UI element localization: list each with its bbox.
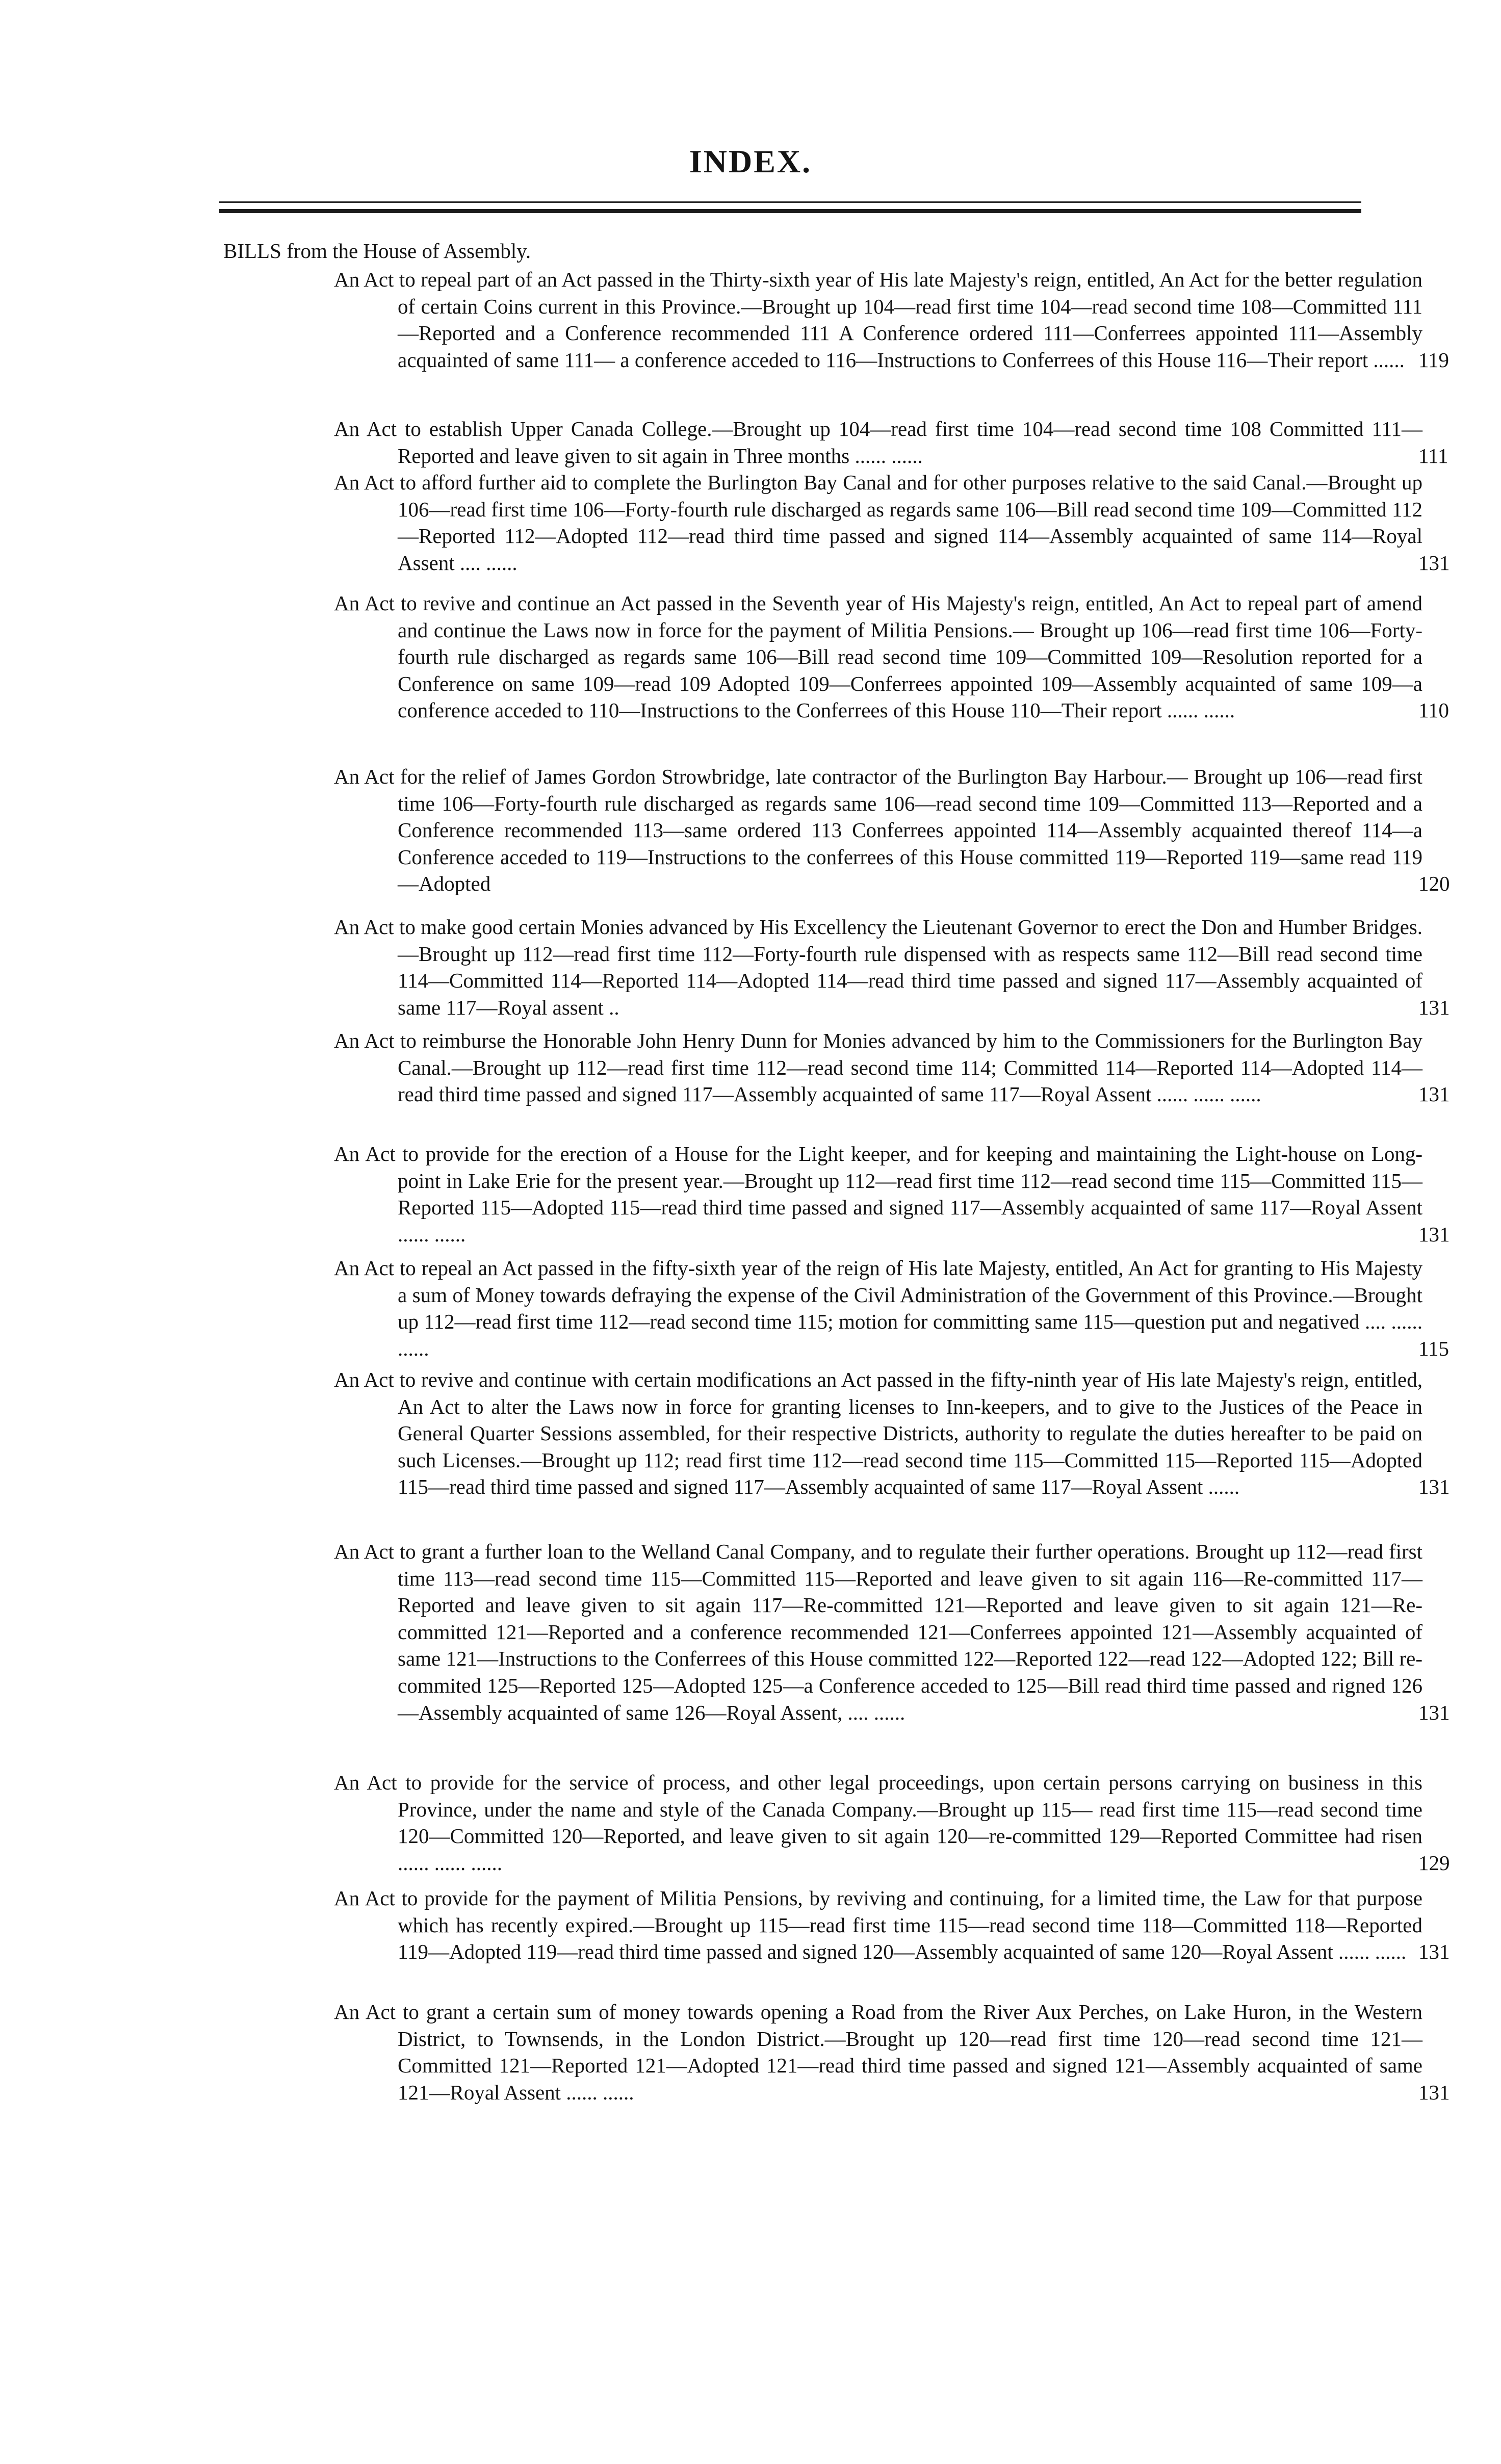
entry-text: An Act to grant a further loan to the Welland Canal Company, and to regulate their further operations. Brought up 112—read first time 113—read second time 115—Committed 115—Reported and leave given to sit again 116—Re-committed 117—Reported and leave given to sit again 117—Re-committed 121—Reported and leave given to sit again 121—Re-committed 121—Reported and a conference recommended 121—Conferrees appointed 121—Assembly acquainted of same 121—Instructions to the Conferrees of this House committed 122—Reported 122—read 122—Adopted 122; Bill re-commited 125—Reported 125—Adopted 125—a Conference acceded to 125—Bill read third time passed and rigned 126—Assembly acquainted of same 126—Royal Assent, .... ......	[334, 1540, 1422, 1724]
entry-text: An Act to provide for the erection of a House for the Light keeper, and for keeping and maintaining the Light-house on Long-point in Lake Erie for the present year.—Brought up 112—read first time 112—read second time 115—Committed 115—Reported 115—Adopted 115—read third time passed and signed 117—Assembly acquainted of same 117—Royal Assent ...... ......	[334, 1142, 1422, 1246]
index-entry	[334, 1255, 1449, 1362]
index-entry	[334, 914, 1450, 1021]
entry-page-number: 131	[1418, 995, 1450, 1019]
index-entry	[334, 1366, 1450, 1500]
entry-text: An Act to reimburse the Honorable John Henry Dunn for Monies advanced by him to the Commissioners for the Burlington Bay Canal.—Brought up 112—read first time 112—read second time 114; Committed 114—Reported 114—Adopted 114—read third time passed and signed 117—Assembly acquainted of same 117—Royal Assent ...... ...... ......	[334, 1029, 1422, 1106]
entry-text: An Act to grant a certain sum of money towards opening a Road from the River Aux Perches, on Lake Huron, in the Western District, to Townsends, in the London District.—Brought up 120—read first time 120—read second time 121—Committed 121—Reported 121—Adopted 121—read third time passed and signed 121—Assembly acquainted of same 121—Royal Assent ...... ......	[334, 2000, 1422, 2104]
entry-text: An Act to afford further aid to complete the Burlington Bay Canal and for other purposes relative to the said Canal.—Brought up 106—read first time 106—Forty-fourth rule discharged as regards same 106—Bill read second time 109—Committed 112—Reported 112—Adopted 112—read third time passed and signed 114—Assembly acquainted of same 114—Royal Assent .... ......	[334, 471, 1422, 575]
index-entry	[334, 1538, 1450, 1726]
title-rule-thin	[219, 201, 1361, 203]
entry-page-number: 129	[1418, 1851, 1450, 1875]
entry-page-number: 119	[1418, 348, 1449, 372]
entry-text: An Act to revive and continue an Act passed in the Seventh year of His Majesty's reign, entitled, An Act to repeal part of amend and continue the Laws now in force for the payment of Militia Pensions.— Brought up 106—read first time 106—Forty-fourth rule discharged as regards same 106—Bill read second time 109—Committed 109—Resolution reported for a Conference on same 109—read 109 Adopted 109—Conferrees appointed 109—Assembly acquainted of same 109—a conference acceded to 110—Instructions to the Conferrees of this House 110—Their report ...... ......	[334, 591, 1422, 722]
section-heading: BILLS from the House of Assembly.	[223, 239, 531, 263]
entry-text: An Act to establish Upper Canada College.—Brought up 104—read first time 104—read second time 108 Committed 111—Reported and leave given to sit again in Three months ...... ......	[334, 417, 1422, 468]
index-entry	[334, 763, 1450, 897]
entry-page-number: 115	[1418, 1336, 1449, 1360]
entry-page-number: 131	[1418, 1475, 1450, 1499]
entry-text: An Act to provide for the payment of Militia Pensions, by reviving and continuing, for a limited time, the Law for that purpose which has recently expired.—Brought up 115—read first time 115—read second time 118—Committed 118—Reported 119—Adopted 119—read third time passed and signed 120—Assembly acquainted of same 120—Royal Assent ...... ......	[334, 1886, 1422, 1964]
page-title: INDEX.	[689, 143, 812, 179]
index-entry	[334, 1999, 1450, 2106]
index-entry	[334, 590, 1449, 724]
index-entry	[334, 1885, 1450, 1965]
index-entry	[334, 1769, 1450, 1876]
entry-page-number: 131	[1418, 551, 1450, 575]
index-entry	[334, 469, 1450, 576]
entry-text: An Act to revive and continue with certain modifications an Act passed in the fifty-ninth year of His late Majesty's reign, entitled, An Act to alter the Laws now in force for granting licenses to Inn-keepers, and to give to the Justices of the Peace in General Quarter Sessions assembled, for their respective Districts, authority to regulate the duties hereafter to be paid on such Licenses.—Brought up 112; read first time 112—read second time 115—Committed 115—Reported 115—Adopted 115—read third time passed and signed 117—Assembly acquainted of same 117—Royal Assent ......	[334, 1368, 1422, 1499]
entry-text: An Act to repeal part of an Act passed in the Thirty-sixth year of His late Majesty's reign, entitled, An Act for the better regulation of certain Coins current in this Province.—Brought up 104—read first time 104—read second time 108—Committed 111—Reported and a Conference recommended 111 A Conference ordered 111—Conferrees appointed 111—Assembly acquainted of same 111— a conference acceded to 116—Instructions to Conferrees of this House 116—Their report ......	[334, 268, 1422, 372]
entry-text: An Act to make good certain Monies advanced by His Excellency the Lieutenant Governor to erect the Don and Humber Bridges.—Brought up 112—read first time 112—Forty-fourth rule dispensed with as respects same 112—Bill read second time 114—Committed 114—Reported 114—Adopted 114—read third time passed and signed 117—Assembly acquainted of same 117—Royal assent ..	[334, 915, 1422, 1019]
entry-text: An Act to repeal an Act passed in the fifty-sixth year of the reign of His late Majesty, entitled, An Act for granting to His Majesty a sum of Money towards defraying the expense of the Civil Administration of the Government of this Province.—Brought up 112—read first time 112—read second time 115; motion for committing same 115—question put and negatived .... ...... ......	[334, 1256, 1422, 1360]
entry-page-number: 131	[1418, 1940, 1450, 1964]
index-entry	[334, 1027, 1450, 1108]
entry-page-number: 111	[1418, 444, 1448, 468]
entry-page-number: 131	[1418, 1700, 1450, 1724]
index-entry	[334, 266, 1449, 373]
entry-text: An Act for the relief of James Gordon Strowbridge, late contractor of the Burlington Bay Harbour.— Brought up 106—read first time 106—Forty-fourth rule discharged as regards same 106—read second time 109—Committed 113—Reported and a Conference recommended 113—same ordered 113 Conferrees appointed 114—Assembly acquainted thereof 114—a Conference acceded to 119—Instructions to the conferrees of this House committed 119—Reported 119—same read 119—Adopted	[334, 765, 1422, 896]
index-entry	[334, 416, 1448, 469]
entry-page-number: 131	[1418, 1082, 1450, 1106]
index-entry	[334, 1140, 1450, 1248]
entry-page-number: 120	[1418, 872, 1450, 896]
entry-text: An Act to provide for the service of process, and other legal proceedings, upon certain persons carrying on business in this Province, under the name and style of the Canada Company.—Brought up 115— read first time 115—read second time 120—Committed 120—Reported, and leave given to sit again 120—re-committed 129—Reported Committee had risen ...... ...... ......	[334, 1771, 1422, 1875]
entry-page-number: 110	[1418, 698, 1449, 722]
title-rule-thick	[219, 209, 1361, 213]
entry-page-number: 131	[1418, 1222, 1450, 1246]
entry-page-number: 131	[1418, 2080, 1450, 2104]
